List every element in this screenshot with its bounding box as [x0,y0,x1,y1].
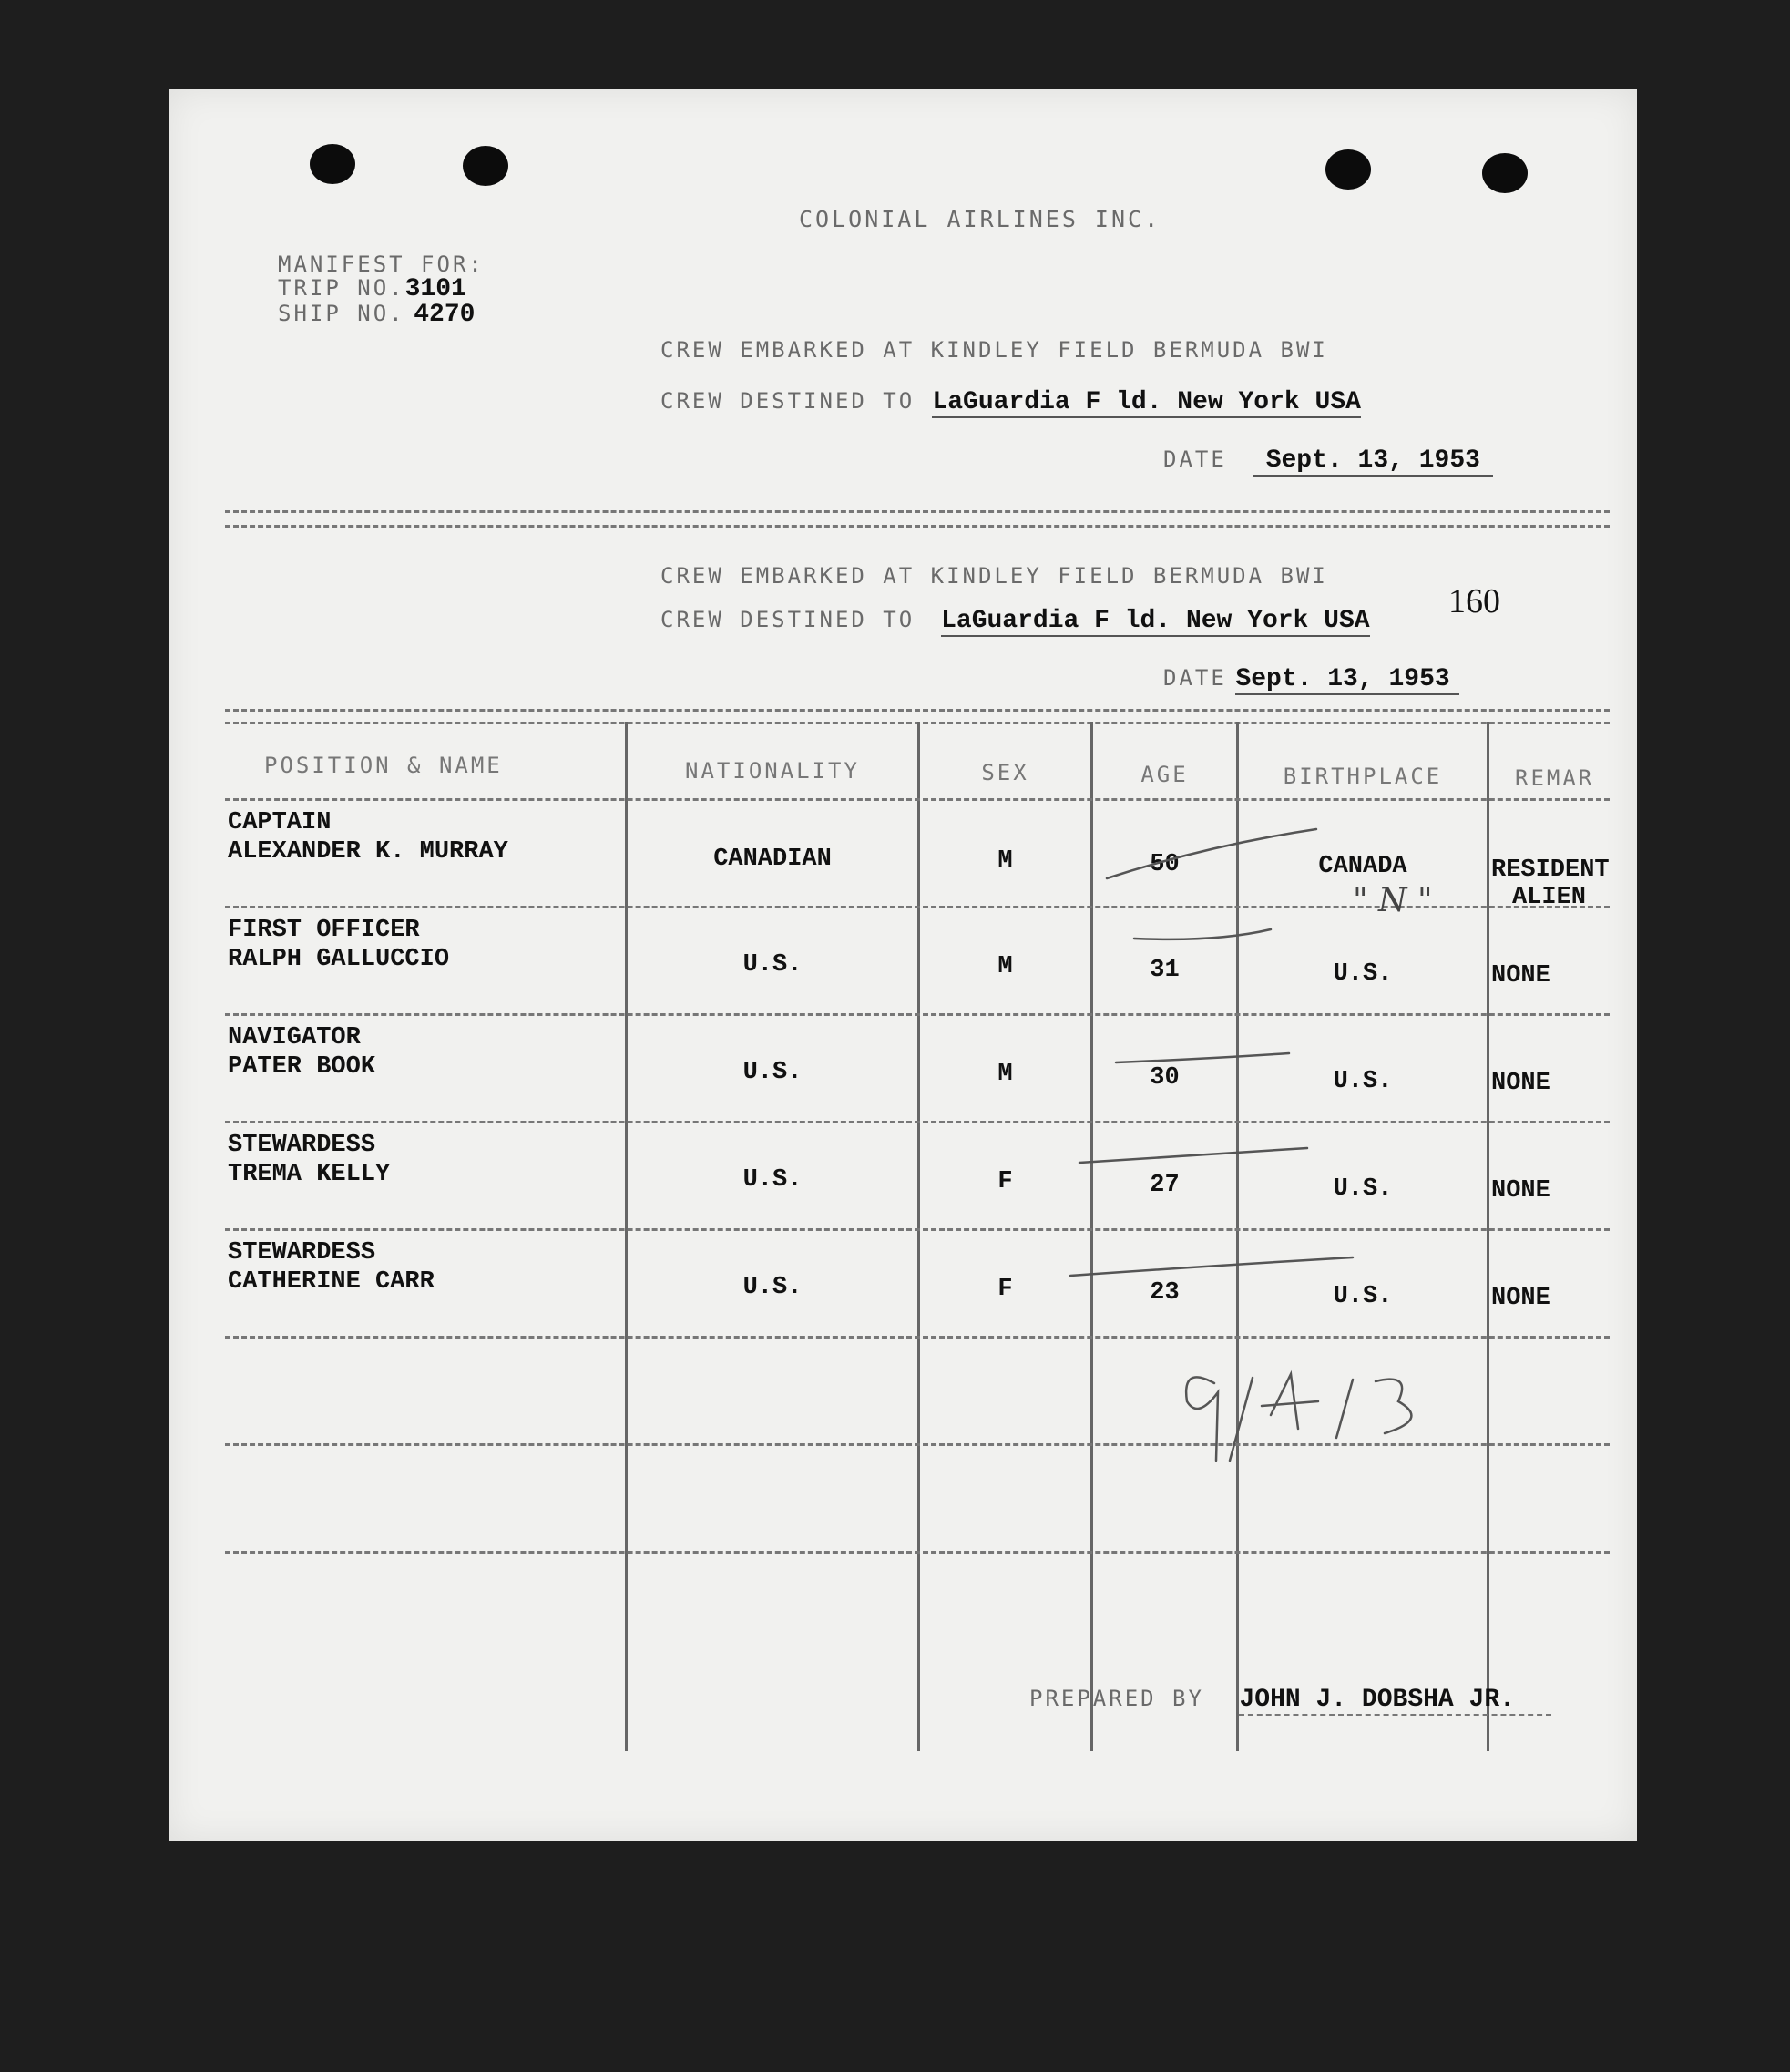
row-sex: M [997,847,1013,875]
prepared-label: PREPARED BY [1029,1686,1204,1711]
date-note-strokes [1262,1374,1318,1429]
manifest-for-label: MANIFEST FOR: [278,251,485,277]
date-note-strokes [1376,1380,1411,1433]
row-sex: F [997,1276,1013,1303]
row-remark: NONE [1491,1177,1550,1205]
check-stroke [1079,1148,1307,1163]
header-position: POSITION & NAME [264,753,503,778]
row-birthplace: CANADA [1318,853,1407,880]
row-remark-line2: ALIEN [1512,884,1587,911]
date-note-strokes [1336,1380,1353,1438]
row-sex: F [997,1168,1013,1195]
row-age: 50 [1150,851,1180,878]
row-birthplace: U.S. [1333,1283,1393,1310]
row-birthplace: U.S. [1333,1175,1393,1203]
check-stroke [1070,1257,1353,1276]
date-note-strokes [1230,1378,1253,1461]
header-age: AGE [1140,762,1189,787]
row-sex: M [997,1061,1013,1088]
row-nationality: U.S. [742,1166,803,1194]
row-remark: NONE [1491,1070,1550,1097]
header-sex: SEX [981,760,1029,785]
destined-label: CREW DESTINED TO [660,388,915,414]
header-birthplace: BIRTHPLACE [1283,764,1443,789]
row-age: 23 [1150,1279,1180,1307]
row-name: TREMA KELLY [228,1161,391,1188]
date-note-strokes [1186,1377,1218,1461]
row-age: 31 [1150,957,1180,984]
header-nationality: NATIONALITY [685,758,860,784]
header-remarks: REMAR [1515,765,1595,791]
trip-label: TRIP NO. [278,275,405,301]
row-nationality: U.S. [742,951,803,979]
destined-label: CREW DESTINED TO [660,607,915,632]
ship-label: SHIP NO. [278,301,405,326]
row-sex: M [997,953,1013,980]
embarked-line-1: CREW EMBARKED AT KINDLEY FIELD BERMUDA BWI [660,337,1328,363]
company-name: COLONIAL AIRLINES INC. [799,206,1161,232]
row-position: STEWARDESS [228,1239,376,1267]
row-nationality: CANADIAN [713,846,832,873]
trip-number: 3101 [404,275,466,303]
check-stroke [1116,1053,1289,1062]
manifest-page [169,89,1637,1841]
row-age: 30 [1150,1064,1180,1092]
row-birthplace: U.S. [1333,960,1393,988]
row-name: CATHERINE CARR [228,1268,435,1296]
date-label: DATE [1163,446,1227,472]
row-position: STEWARDESS [228,1132,376,1159]
row-remark: RESIDENT [1491,856,1610,884]
embarked-line-2: CREW EMBARKED AT KINDLEY FIELD BERMUDA BWI [660,563,1328,589]
prepared-by-line [1029,1686,1551,1714]
handwritten-strokes [169,89,1637,1841]
prepared-name: JOHN J. DOBSHA JR. [1239,1686,1550,1716]
date-value: Sept. 13, 1953 [1235,665,1458,695]
row-birthplace: U.S. [1333,1068,1393,1095]
ditto-mark: " N " [1353,882,1433,919]
row-position: FIRST OFFICER [228,917,420,944]
check-stroke [1134,929,1271,939]
handwritten-date-note [1225,1456,1233,1458]
row-name: RALPH GALLUCCIO [228,946,450,973]
row-name: PATER BOOK [228,1053,376,1081]
ship-number: 4270 [414,301,476,329]
date-value: Sept. 13, 1953 [1253,446,1493,477]
destination-value: LaGuardia F ld. New York USA [941,607,1370,635]
row-age: 27 [1150,1172,1180,1199]
row-remark: NONE [1491,962,1550,990]
page-number: 160 [1448,582,1500,621]
row-remark: NONE [1491,1285,1550,1312]
row-nationality: U.S. [742,1059,803,1086]
check-stroke [1107,829,1316,878]
row-nationality: U.S. [742,1274,803,1301]
row-position: NAVIGATOR [228,1024,361,1051]
destination-value: LaGuardia F ld. New York USA [932,388,1361,416]
row-name: ALEXANDER K. MURRAY [228,838,508,866]
date-label: DATE [1163,665,1227,691]
row-position: CAPTAIN [228,809,332,836]
